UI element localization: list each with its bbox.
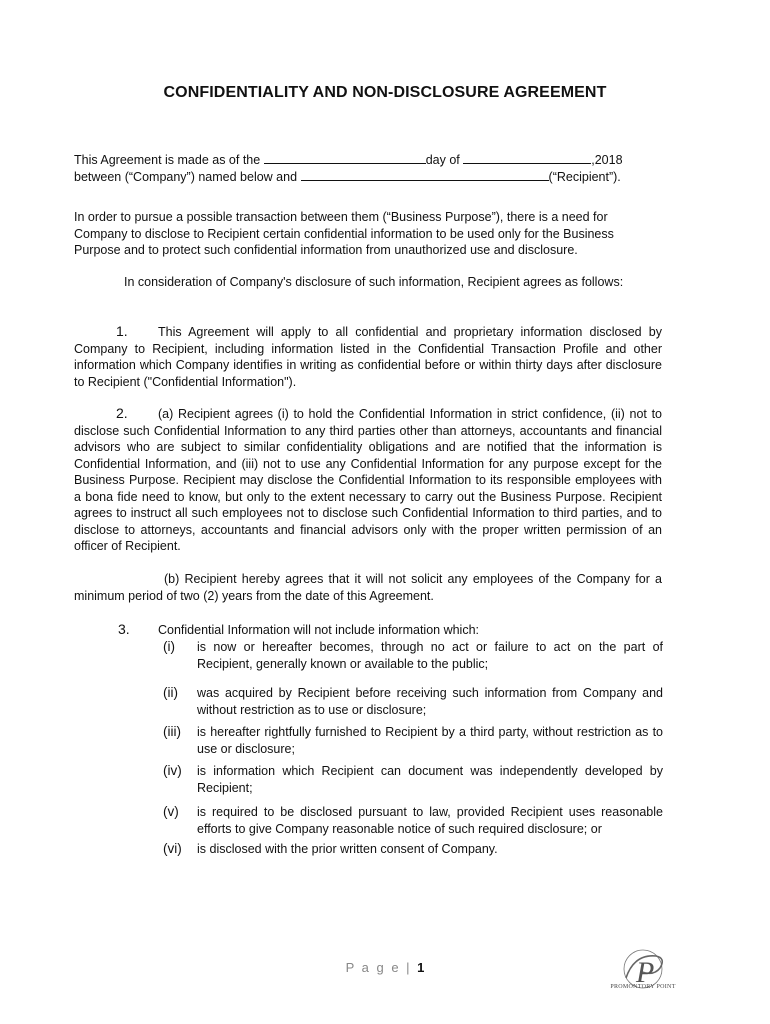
logo-caption: PROMONTORY POINT [610,984,676,990]
agreement-title: CONFIDENTIALITY AND NON-DISCLOSURE AGREEMENT [163,84,607,101]
intro-line-2 [74,168,662,186]
clause-1-text: This Agreement will apply to all confidential and proprietary information disclosed by Company to Recipient, including information listed in the Confidential Transaction Profile and other information which Company identifies in writing as confidential before or within thirty days after disclosure to Recipient ("Confidential Information"). [74,325,662,389]
intro-line-1 [74,151,662,169]
clause-2a [74,405,662,555]
consideration-paragraph: In consideration of Company's disclosure of such information, Recipient agrees as follows: [124,275,624,289]
clause-3-lead-text: Confidential Information will not include information which: [158,623,479,637]
intro-text-1: This Agreement is made as of the [74,153,261,167]
list-item-text: is hereafter rightfully furnished to Recipient by a third party, without restriction as to use or disclosure; [197,725,663,756]
clause-2b: (b) Recipient hereby agrees that it will not solicit any employees of the Company for a minimum period of two (2) years from the date of this Agreement. [74,572,662,603]
clause-3-number: 3. [118,621,130,637]
clause-2a-text: (a) Recipient agrees (i) to hold the Confidential Information in strict confidence, (ii) not to disclose such Confidential Information to any third parties other than attorneys, accountants and financial advisors who are subject to similar confidentiality obligations and are notified that the information is Confidential Information, and (iii) not to use any Confidential Information for any purpose except for the Business Purpose. Recipient may disclose the Confidential Information to its responsible employees with a bona fide need to know, but only to the extent necessary to carry out the Business Purpose. Recipient agrees to instruct all such employees not to disclose such Confidential Information to third parties, and to disclose to attorneys, accountants and financial advisors only with the proper written permission of an officer of Recipient. [74,407,662,553]
list-item [163,841,663,858]
intro-recipient: (“Recipient”). [548,170,621,184]
clause-3-lead [74,621,662,639]
page-number: 1 [417,960,425,975]
purpose-paragraph: In order to pursue a possible transaction between them (“Business Purpose”), there is a need for Company to disclose to Recipient certain confidential information to be used only for the Business Purpose and to protect such confidential information from unauthorized use and disclosure. [74,210,614,257]
list-item-numeral: (iii) [163,724,181,739]
list-item-text: was acquired by Recipient before receiving such information from Company and without restriction as to use or disclosure; [197,686,663,717]
list-item-text: is disclosed with the prior written consent of Company. [197,842,498,856]
list-item-numeral: (iv) [163,763,182,778]
clause-1-number: 1. [116,323,128,339]
list-item-numeral: (vi) [163,841,182,856]
list-item-text: is required to be disclosed pursuant to law, provided Recipient uses reasonable efforts to give Company reasonable notice of such required disclosure; or [197,805,663,836]
list-item-numeral: (ii) [163,685,178,700]
list-item [163,639,663,672]
list-item-numeral: (i) [163,639,175,654]
list-item [163,763,663,796]
list-item-numeral: (v) [163,804,179,819]
list-item [163,804,663,837]
page-label: P a g e | [345,960,412,975]
clause-1 [74,323,662,390]
exclusions-list [163,639,663,858]
list-item-text: is information which Recipient can document was independently developed by Recipient; [197,764,663,795]
month-blank[interactable] [463,151,591,164]
intro-text-2: between (“Company”) named below and [74,170,298,184]
clause-2-number: 2. [116,405,128,421]
list-item [163,685,663,718]
list-item-text: is now or hereafter becomes, through no act or failure to act on the part of Recipient, generally known or available to the public; [197,640,663,671]
logo-letter: P [636,956,655,989]
date-blank[interactable] [264,151,426,164]
recipient-name-blank[interactable] [301,168,549,181]
intro-day-of: day of [425,153,460,167]
intro-year: ,2018 [591,153,623,167]
list-item [163,724,663,757]
